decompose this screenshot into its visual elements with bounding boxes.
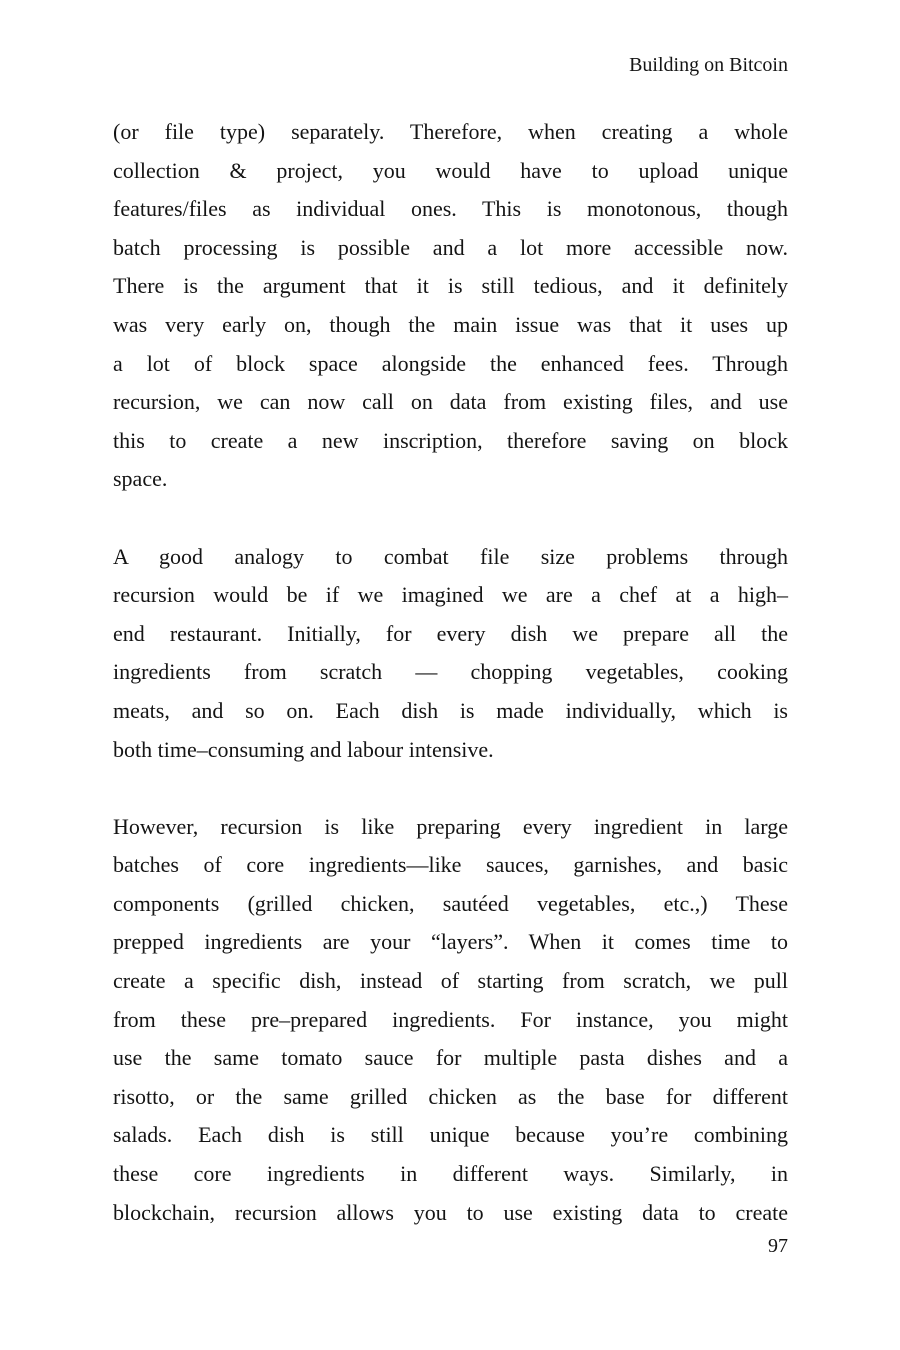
text-line: batch processing is possible and a lot more accessible now. — [113, 234, 788, 260]
text-line: use the same tomato sauce for multiple pasta dishes and a — [113, 1045, 788, 1071]
paragraph-2 — [113, 538, 788, 770]
page-number: 97 — [768, 1235, 788, 1257]
body-text — [113, 113, 788, 1232]
text-line: components (grilled chicken, sautéed vegetables, etc.,) These — [113, 890, 788, 916]
text-line: recursion would be if we imagined we are a chef at a high– — [113, 582, 788, 608]
text-line: batches of core ingredients—like sauces, garnishes, and basic — [113, 852, 788, 878]
text-line: end restaurant. Initially, for every dish we prepare all the — [113, 620, 788, 646]
text-line: from these pre–prepared ingredients. For instance, you might — [113, 1006, 788, 1032]
text-line: prepped ingredients are your “layers”. When it comes time to — [113, 929, 788, 955]
text-line: meats, and so on. Each dish is made individually, which is — [113, 697, 788, 723]
paragraph-3 — [113, 808, 788, 1233]
text-line: both time–consuming and labour intensive. — [113, 736, 494, 762]
text-line: However, recursion is like preparing every ingredient in large — [113, 813, 788, 839]
text-line: blockchain, recursion allows you to use existing data to create — [113, 1199, 788, 1225]
text-line: (or file type) separately. Therefore, when creating a whole — [113, 119, 788, 144]
text-line: collection & project, you would have to upload unique — [113, 157, 788, 183]
text-line: this to create a new inscription, therefore saving on block — [113, 427, 788, 453]
text-line: create a specific dish, instead of starting from scratch, we pull — [113, 968, 788, 994]
text-line: There is the argument that it is still tedious, and it definitely — [113, 273, 788, 299]
text-line: ingredients from scratch — chopping vegetables, cooking — [113, 659, 788, 685]
text-line: salads. Each dish is still unique because you’re combining — [113, 1122, 788, 1148]
text-line: A good analogy to combat file size problems through — [113, 543, 788, 569]
text-line: was very early on, though the main issue was that it uses up — [113, 311, 788, 337]
text-line: a lot of block space alongside the enhanced fees. Through — [113, 350, 788, 376]
text-line: recursion, we can now call on data from existing files, and use — [113, 389, 788, 415]
text-line: risotto, or the same grilled chicken as the base for different — [113, 1083, 788, 1109]
running-header: Building on Bitcoin — [629, 54, 788, 76]
text-line: features/files as individual ones. This is monotonous, though — [113, 196, 788, 222]
paragraph-1 — [113, 113, 788, 499]
text-line: these core ingredients in different ways. Similarly, in — [113, 1161, 788, 1187]
text-line: space. — [113, 466, 168, 492]
